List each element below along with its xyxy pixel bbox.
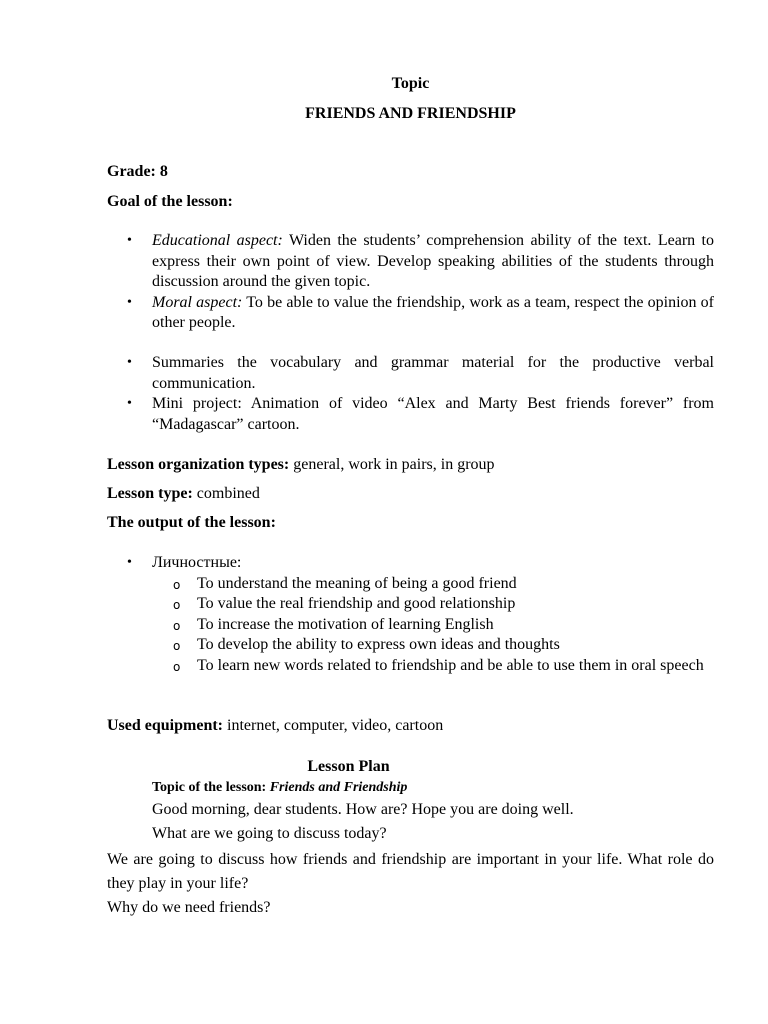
circle-bullet-icon: o bbox=[173, 639, 181, 653]
lesson-topic-value: Friends and Friendship bbox=[266, 780, 408, 795]
educational-aspect-text: Widen the students’ comprehension ability of the text. Learn to express their own point of view. Develop speaking abilities of the students through discussion around the given topic. bbox=[152, 232, 714, 290]
bullet-icon: • bbox=[127, 555, 132, 570]
sub-list-item-text: To increase the motivation of learning English bbox=[197, 615, 494, 633]
output-heading: The output of the lesson: bbox=[107, 514, 276, 531]
sub-list-item-text: To understand the meaning of being a good friend bbox=[197, 574, 517, 592]
list-item bbox=[107, 353, 714, 394]
goal-heading: Goal of the lesson: bbox=[107, 193, 233, 210]
greeting-text: Good morning, dear students. How are? Hope you are doing well. bbox=[152, 801, 574, 818]
sub-list-item-text: To learn new words related to friendship and be able to use them in oral speech bbox=[197, 656, 704, 674]
grade-label: Grade: bbox=[107, 163, 156, 180]
circle-bullet-icon: o bbox=[173, 659, 181, 674]
lesson-topic-line bbox=[152, 779, 407, 797]
discussion-paragraph bbox=[107, 848, 714, 920]
equipment-label: Used equipment: bbox=[107, 717, 224, 734]
bullet-icon: • bbox=[127, 355, 132, 370]
lesson-type-value: combined bbox=[192, 485, 260, 502]
sub-list-item-text: To value the real friendship and good relationship bbox=[197, 595, 516, 612]
organization-types-value: general, work in pairs, in group bbox=[289, 456, 495, 473]
sub-list-item bbox=[152, 594, 714, 615]
equipment-value: internet, computer, video, cartoon bbox=[223, 717, 444, 734]
sub-list-item bbox=[152, 574, 714, 595]
sub-list-item bbox=[152, 656, 714, 677]
document-title: FRIENDS AND FRIENDSHIP bbox=[305, 105, 516, 122]
organization-types-line bbox=[107, 455, 495, 476]
sub-list-item bbox=[152, 615, 714, 636]
lesson-topic-label: Topic of the lesson: bbox=[152, 780, 267, 795]
goals-list bbox=[107, 231, 714, 334]
output-group-label: Личностные: bbox=[152, 554, 242, 571]
lesson-plan-heading: Lesson Plan bbox=[307, 758, 390, 775]
sub-list-item bbox=[152, 635, 714, 656]
grade-value: 8 bbox=[159, 163, 168, 180]
list-item bbox=[107, 394, 714, 435]
moral-aspect-text: To be able to value the friendship, work as a team, respect the opinion of other people. bbox=[152, 293, 715, 331]
bullet-icon: • bbox=[127, 396, 132, 411]
equipment-line bbox=[107, 716, 443, 737]
circle-bullet-icon: o bbox=[173, 577, 181, 592]
goals-extra-list bbox=[107, 353, 714, 435]
paragraph-line: We are going to discuss how friends and friendship are important in your life. What role do they play in your life? bbox=[107, 851, 714, 892]
question-text: What are we going to discuss today? bbox=[152, 825, 387, 842]
paragraph-line: Why do we need friends? bbox=[107, 899, 271, 916]
bullet-icon: • bbox=[127, 294, 132, 310]
list-item-text: Summaries the vocabulary and grammar material for the productive verbal communication. bbox=[152, 354, 714, 392]
circle-bullet-icon: o bbox=[173, 598, 181, 612]
list-item bbox=[107, 231, 714, 293]
educational-aspect-label: Educational aspect: bbox=[152, 232, 283, 249]
list-item-text: Mini project: Animation of video “Alex and Marty Best friends forever” from “Madagascar” cartoon. bbox=[152, 395, 714, 433]
sub-list-item-text: To develop the ability to express own ideas and thoughts bbox=[197, 636, 560, 653]
lesson-type-line bbox=[107, 484, 260, 505]
list-item bbox=[107, 293, 714, 334]
grade-line bbox=[107, 162, 168, 183]
output-sub-list bbox=[152, 574, 714, 677]
list-item bbox=[107, 553, 714, 676]
organization-types-label: Lesson organization types: bbox=[107, 456, 290, 473]
bullet-icon: • bbox=[127, 233, 132, 248]
circle-bullet-icon: o bbox=[173, 618, 181, 633]
moral-aspect-label: Moral aspect: bbox=[152, 293, 243, 311]
lesson-type-label: Lesson type: bbox=[107, 485, 193, 502]
topic-label: Topic bbox=[391, 75, 430, 92]
output-list bbox=[107, 553, 714, 676]
